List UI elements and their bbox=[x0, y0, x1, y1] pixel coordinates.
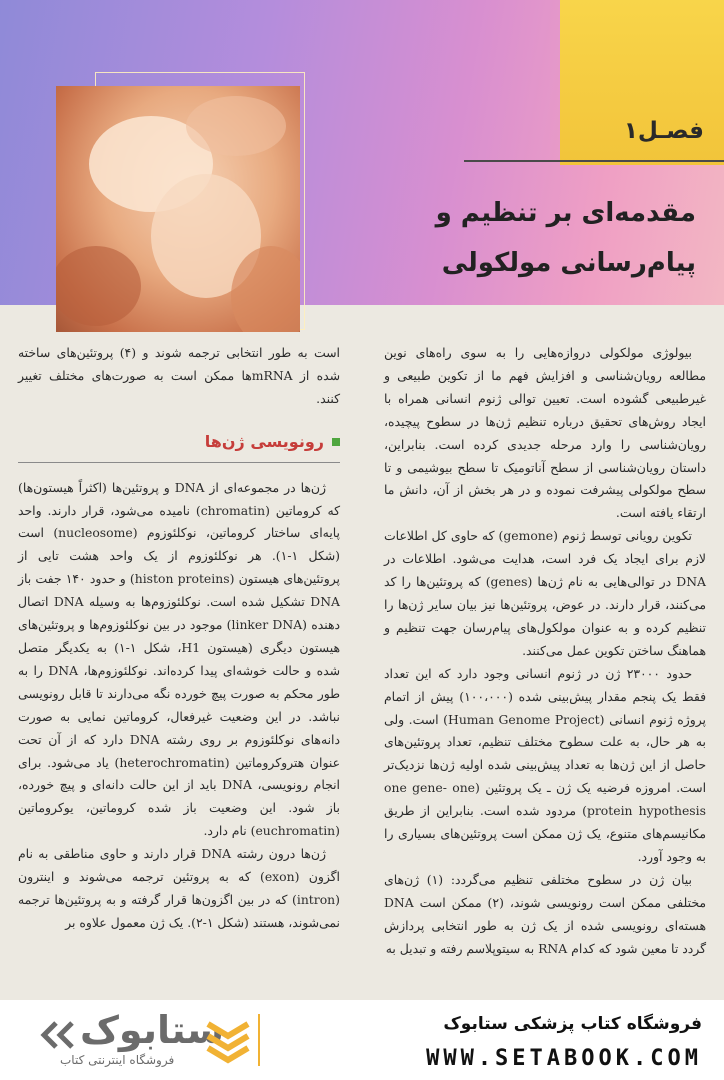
double-chevron-icon bbox=[38, 1020, 78, 1050]
store-url-link[interactable]: WWW.SETABOOK.COM bbox=[426, 1046, 702, 1071]
paragraph: تکوین رویانی توسط ژنوم (gemone) که حاوی کل اطلاعات لازم برای ایجاد یک فرد است، هدایت می‌شود. اطلاعات در DNA در توالی‌هایی به نام ژن‌ها (genes) که پروتئین‌ها را کد می‌کنند، قرار دارند. در عوض، پروتئین‌ها نیز بیان سایر ژن‌ها را تنظیم کرده و به عنوان مولکول‌های پیام‌رسان جهت تنظیم و هماهنگ ساختن تکوین عمل می‌کنند. bbox=[384, 528, 707, 658]
paragraph: بیان ژن در سطوح مختلفی تنظیم می‌گردد: (۱) ژن‌های مختلفی ممکن است رونویسی شوند، (۲) ممکن است DNA هسته‌ای رونویسی شده از یک ژن به طور انتخابی پردازش گردد تا معین شود که کدام RNA به سیتوپلاسم رفته و تبدیل به bbox=[384, 871, 707, 956]
brand-logo-text: ستابوک bbox=[80, 1008, 225, 1052]
paragraph: ژن‌ها در مجموعه‌ای از DNA و پروتئین‌ها (اکثراً هیستون‌ها) که کروماتین (chromatin) نامیده می‌شود، قرار دارند. واحد پایه‌ای ساختار کروماتین، نوکلئوزوم (nucleosome) است (شکل ۱-۱). هر نوکلئوزوم از یک واحد هشت تایی از پروتئین‌های هیستون (histon proteins) و حدود ۱۴۰ جفت باز DNA تشکیل شده است. نوکلئوزوم‌ها به وسیله DNA اتصال دهنده (linker DNA) موجود در بین نوکلئوزوم‌ها و پروتئین‌های هیستون دیگری (هیستون H1، شکل ۱-۱) به یکدیگر متصل شده و حالت خوشه‌ای پیدا کرده‌اند. نوکلئوزوم‌ها، DNA را به طور محکم به صورت پیچ خورده نگه می‌دارند تا قابل رونویسی نباشد. در این وضعیت غیرفعال، کروماتین نمایی به صورت دانه‌های نوکلئوزوم بر روی رشته DNA دارد که از آن تحت عنوان هتروکروماتین (heterochromatin) یاد می‌شود. برای انجام رونویسی، DNA باید از این حالت دانه‌ای و پیچ خورده، باز شود. این وضعیت باز شده کروماتین، یوکروماتین (euchromatin) نام دارد. bbox=[18, 479, 340, 839]
chapter-title: مقدمه‌ای بر تنظیم و پیام‌رسانی مولکولی bbox=[435, 198, 696, 278]
section-heading bbox=[18, 431, 340, 463]
brand-subtitle: فروشگاه اینترنتی کتاب bbox=[60, 1053, 175, 1067]
left-text-column bbox=[18, 342, 340, 935]
chapter-label: فصـل۱ bbox=[623, 118, 704, 144]
paragraph: ژن‌ها درون رشته DNA قرار دارند و حاوی مناطقی به نام اگزون (exon) که به پروتئین ترجمه می‌شوند و اینترون (intron) که در بین اگزون‌ها قرار گرفته و به پروتئین‌ها ترجمه نمی‌شوند، هستند (شکل ۱-۲). یک ژن معمول علاوه بر bbox=[18, 846, 340, 930]
section-marker-icon bbox=[332, 438, 340, 446]
store-name: فروشگاه کتاب پزشکی ستابوک bbox=[443, 1014, 702, 1034]
footer-divider bbox=[258, 1014, 260, 1066]
paragraph: است به طور انتخابی ترجمه شوند و (۴) پروتئین‌های ساخته شده از mRNAها ممکن است به صورت‌های مختلف تغییر کنند. bbox=[18, 345, 340, 406]
right-text-column bbox=[384, 342, 706, 960]
chapter-rule bbox=[464, 160, 724, 162]
section-title: رونویسی ژن‌ها bbox=[204, 431, 324, 451]
embryo-photo bbox=[56, 86, 300, 332]
paragraph: بیولوژی مولکولی دروازه‌هایی را به سوی راه‌های نوین مطالعه رویان‌شناسی و افزایش فهم ما از تکوین طبیعی و غیرطبیعی گشوده است. تعیین توالی ژنوم انسانی همراه با ایجاد روش‌های تحقیق درباره تنظیم ژن‌ها در سطوح پیچیده، رویان‌شناسی را وارد مرحله جدیدی کرده است. بنابراین، داستان رویان‌شناسی از سطح آناتومیک تا سطح بیوشیمی و تا سطح مولکولی پیشرفت نموده و در هر بخش از آن، دانش ما ارتقاء یافته است. bbox=[384, 345, 706, 521]
paragraph: حدود ۲۳۰۰۰ ژن در ژنوم انسانی وجود دارد که این تعداد فقط یک پنجم مقدار پیش‌بینی شده (۱۰۰،۰۰۰) پیش از اتمام پروژه ژنوم انسانی (Human Genome Project) است. ولی به هر حال، به علت سطوح مختلف تنظیم، تعداد پروتئین‌های حاصل از این ژن‌ها به تعداد پیش‌بینی شده اولیه ژن‌ها نزدیک‌تر است. امروزه فرضیه یک ژن ـ یک پروتئین (one gene- one protein hypothesis) مردود شده است. بنابراین از طریق مکانیسم‌های متنوع، یک ژن ممکن است پروتئین‌های بسیاری را به وجود آورد. bbox=[384, 665, 707, 864]
book-logo-icon bbox=[205, 1018, 251, 1064]
store-footer bbox=[0, 1000, 724, 1080]
